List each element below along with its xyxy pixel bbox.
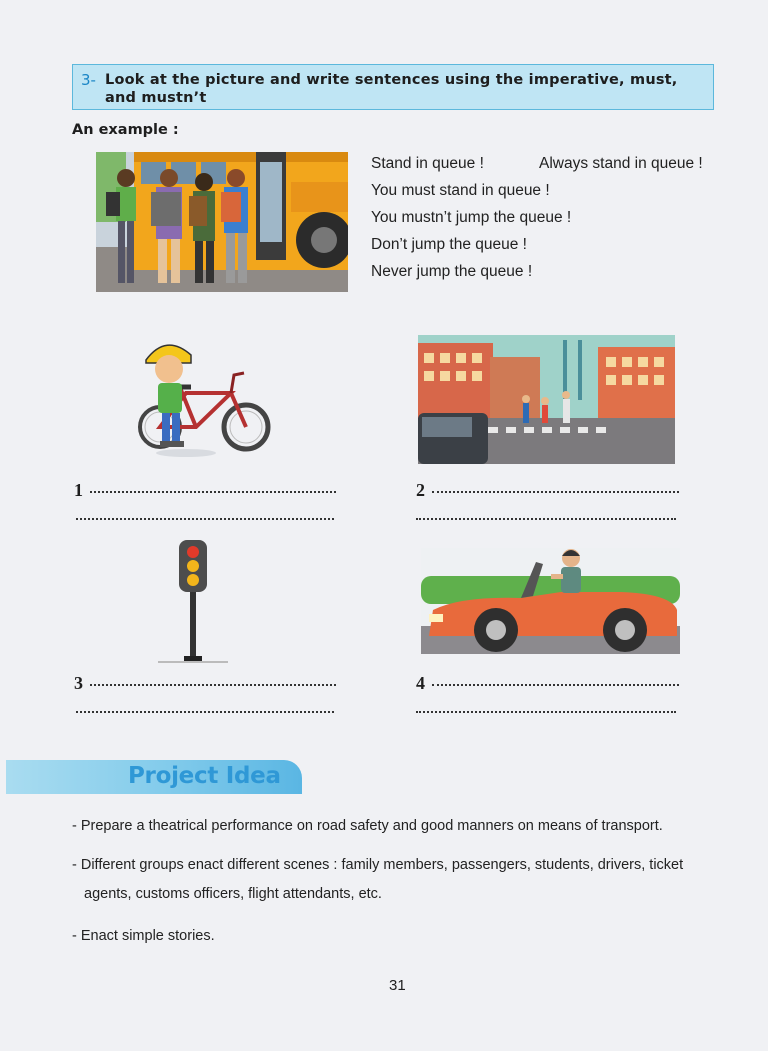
traffic-light-illustration [158, 538, 228, 666]
exercise-number: 3- [81, 71, 96, 89]
example-sentence-1: Stand in queue ! [371, 155, 484, 172]
example-sentence-5: Don’t jump the queue ! [371, 236, 527, 253]
project-idea-banner [6, 760, 302, 794]
example-sentence-4: You mustn’t jump the queue ! [371, 209, 572, 226]
item-3-answer-line-1[interactable] [90, 684, 336, 686]
example-sentence-3: You must stand in queue ! [371, 182, 550, 199]
project-bullet-2: - Different groups enact different scenes : family members, passengers, students, drivers, ticket [72, 857, 684, 873]
bus-queue-illustration [96, 152, 348, 292]
example-label: An example : [72, 122, 179, 138]
item-1-answer-line-2[interactable] [76, 518, 334, 520]
item-4-answer-line-2[interactable] [416, 711, 676, 713]
item-3-answer-line-2[interactable] [76, 711, 334, 713]
project-bullet-2-continued: agents, customs officers, flight attendants, etc. [84, 886, 382, 902]
exercise-instruction: Look at the picture and write sentences using the imperative, must, and mustn’t [105, 72, 678, 106]
item-2-number: 2 [416, 480, 425, 500]
example-sentence-6: Never jump the queue ! [371, 263, 533, 280]
exercise-header [72, 64, 714, 110]
project-bullet-1: - Prepare a theatrical performance on road safety and good manners on means of transport. [72, 818, 663, 834]
street-crossing-illustration [418, 335, 675, 464]
convertible-car-illustration [421, 548, 680, 654]
item-4-number: 4 [416, 673, 425, 693]
project-bullet-3: - Enact simple stories. [72, 928, 215, 944]
item-4-answer-line-1[interactable] [432, 684, 679, 686]
item-3-number: 3 [74, 673, 83, 693]
item-2-answer-line-2[interactable] [416, 518, 676, 520]
project-idea-title: Project Idea [128, 763, 281, 789]
page-number: 31 [389, 977, 406, 994]
example-sentence-2: Always stand in queue ! [539, 155, 703, 172]
boy-bicycle-illustration [136, 335, 278, 457]
item-1-answer-line-1[interactable] [90, 491, 336, 493]
item-1-number: 1 [74, 480, 83, 500]
item-2-answer-line-1[interactable] [432, 491, 679, 493]
